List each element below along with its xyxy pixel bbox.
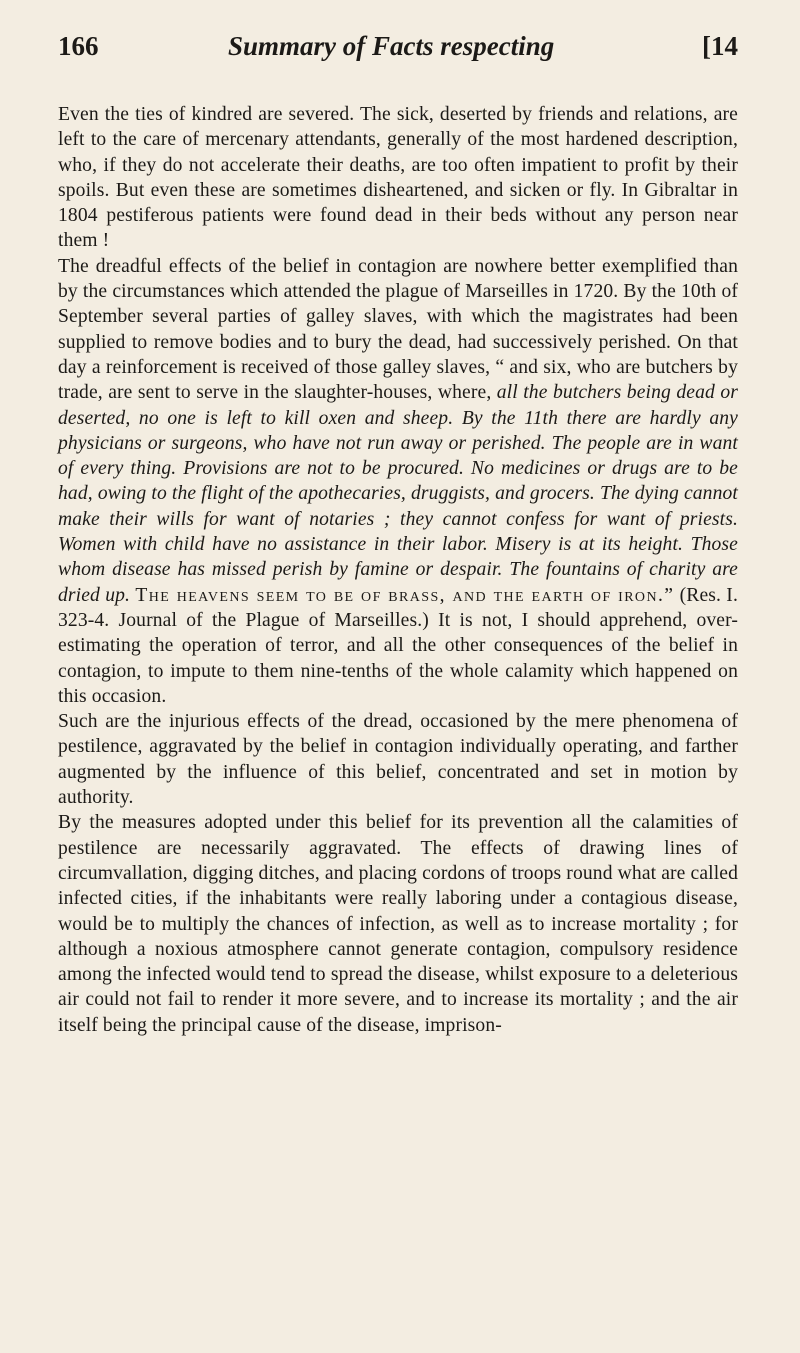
page-number: 166 — [58, 31, 99, 61]
marseilles-intro: The dreadful effects of the belief in contagion are nowhere better exemplified than by the circumstances which attended the plague of Marseilles in 1720. By the 10th of September several parties of galley slaves, with which the magistrates had been supplied to remove bodies and to bury the dead, had successively perished. On that day a reinforcement is received of those galley slaves, “ and six, who are butchers by trade, are sent to serve in the slaughter-houses, where, — [58, 255, 738, 404]
paragraph-injurious-effects: Such are the injurious effects of the dread, occasioned by the mere phenomena of pestilence, aggravated by the belief in contagion individually operating, and farther augmented by the influence of this belief, concentrated and set in motion by authority. — [58, 711, 738, 809]
paragraph-kindred: Even the ties of kindred are severed. The sick, deserted by friends and relations, are left to the care of mercenary attendants, generally of the most hardened description, who, if they do not accelerate their deaths, are too often impatient to profit by their spoils. But even these are sometimes disheartened, and sicken or fly. In Gibraltar in 1804 pestiferous patients were found dead in their beds without any person near them ! — [58, 104, 738, 252]
running-head — [58, 18, 738, 74]
section-mark: [14 — [702, 31, 738, 61]
marseilles-quote: all the butchers being dead or deserted, no one is left to kill oxen and sheep. By the 11th there are hardly any physicians or surgeons, who have not run away or perished. The people are in want of every thing. Provisions are not to be procured. No medicines or drugs are to be had, owing to the flight of the apothecaries, druggists, and grocers. The dying cannot make their wills for want of notaries ; they cannot confess for want of priests. Women with child have no assistance in their labor. Misery is at its height. Those whom disease has missed perish by famine or despair. The fountains of charity are dried up. — [58, 382, 738, 606]
marseilles-quote-caps: The heavens seem to be of brass, and the earth of iron.” — [135, 584, 675, 606]
running-title: Summary of Facts respecting — [228, 31, 555, 61]
body-text — [58, 102, 738, 1038]
marseilles-citation: (Res. I. 323-4. Journal of the Plague of Marseilles.) It is not, I should apprehend, over-estimating the operation of terror, and all the other consequences of the belief in contagion, to impute to them nine-tenths of the whole calamity which happened on this occasion. — [58, 584, 738, 707]
paragraph-measures: By the measures adopted under this belief for its prevention all the calamities of pestilence are necessarily aggravated. The effects of drawing lines of circumvallation, digging ditches, and placing cordons of troops round what are called infected cities, if the inhabitants were really laboring under a contagious disease, would be to multiply the chances of infection, as well as to increase mortality ; for although a noxious atmosphere cannot generate contagion, compulsory residence among the infected would tend to spread the disease, whilst exposure to a deleterious air could not fail to render it more severe, and to increase its mortality ; and the air itself being the principal cause of the disease, imprison- — [58, 812, 739, 1036]
paragraph-marseilles — [58, 254, 738, 709]
